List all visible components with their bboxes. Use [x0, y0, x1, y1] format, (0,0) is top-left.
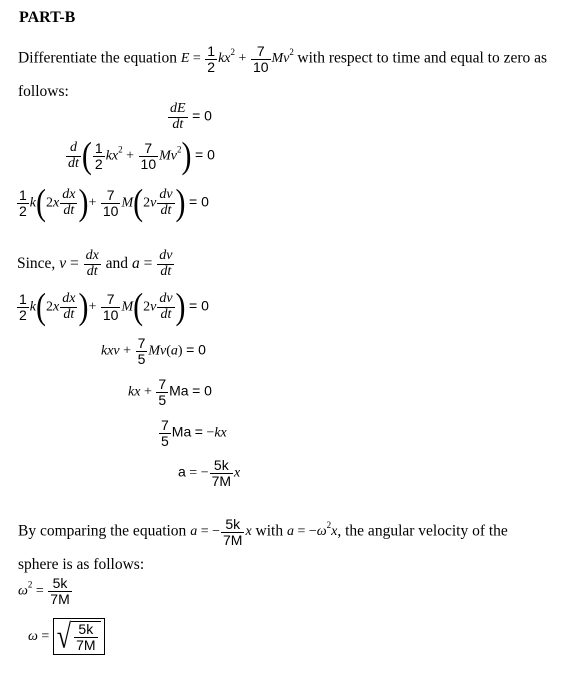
derivation-step-2: $\frac{d}{dt}$ ( $\frac{1}{2}$ $kx^2$ + $\frac{7}{10}$ Mv$^2$) = 0 — [68, 134, 215, 177]
comparing-line-2: sphere is as follows: — [18, 556, 145, 573]
comparing-text-after: , the angular velocity of the — [337, 522, 508, 540]
intro-text-after: with respect to time and equal to zero as — [297, 49, 548, 67]
since-label: Since, — [17, 254, 56, 272]
derivation-step-5: kxv + $\frac{7}{5}$ Mv(a) = 0 — [101, 335, 206, 367]
derivation-step-8: a = − $\frac{5k}{7M}$ x — [178, 457, 241, 489]
derivation-step-1: $\frac{dE}{dt}$ = 0 — [170, 101, 212, 132]
omega-result: ω = √ $\frac{5k}{7M}$ — [28, 618, 105, 655]
boxed-result: √ $\frac{5k}{7M}$ — [53, 618, 105, 655]
section-heading: PART-B — [19, 9, 76, 26]
energy-equation: E = $\frac{1}{2}$ $kx^2$ + $\frac{7}{10}$ Mv$^2$ — [180, 43, 294, 75]
and-label: and — [105, 254, 129, 272]
omega-squared-equation: $\omega^2$ = $\frac{5k}{7M}$ — [18, 575, 70, 607]
comparing-line: By comparing the equation a = − $\frac{5k}{7M}$ x with $a = -\omega^2x$, the angular velocity of the — [18, 516, 508, 548]
derivation-step-6: kx + $\frac{7}{5}$ Ma = 0 — [128, 376, 212, 408]
comparing-text-before: By comparing the equation — [18, 522, 187, 540]
since-line: Since, v = $\frac{dx}{dt}$ and a = $\frac{dv}{dt}$ — [17, 248, 173, 279]
intro-line-2: follows: — [18, 83, 69, 100]
derivation-step-4: $\frac{1}{2}$ k(2x $\frac{dx}{dt}$ )+ $\frac{7}{10}$ M(2v $\frac{dv}{dt}$ ) = 0 — [19, 285, 209, 328]
intro-line — [18, 44, 547, 74]
derivation-step-3: $\frac{1}{2}$ k(2x $\frac{dx}{dt}$ )+ $\frac{7}{10}$ M(2v $\frac{dv}{dt}$ ) = 0 — [19, 181, 209, 224]
comparing-with: with — [255, 522, 284, 540]
derivation-step-7: $\frac{7}{5}$ Ma = −kx — [161, 417, 227, 449]
intro-text-before: Differentiate the equation — [18, 49, 177, 67]
